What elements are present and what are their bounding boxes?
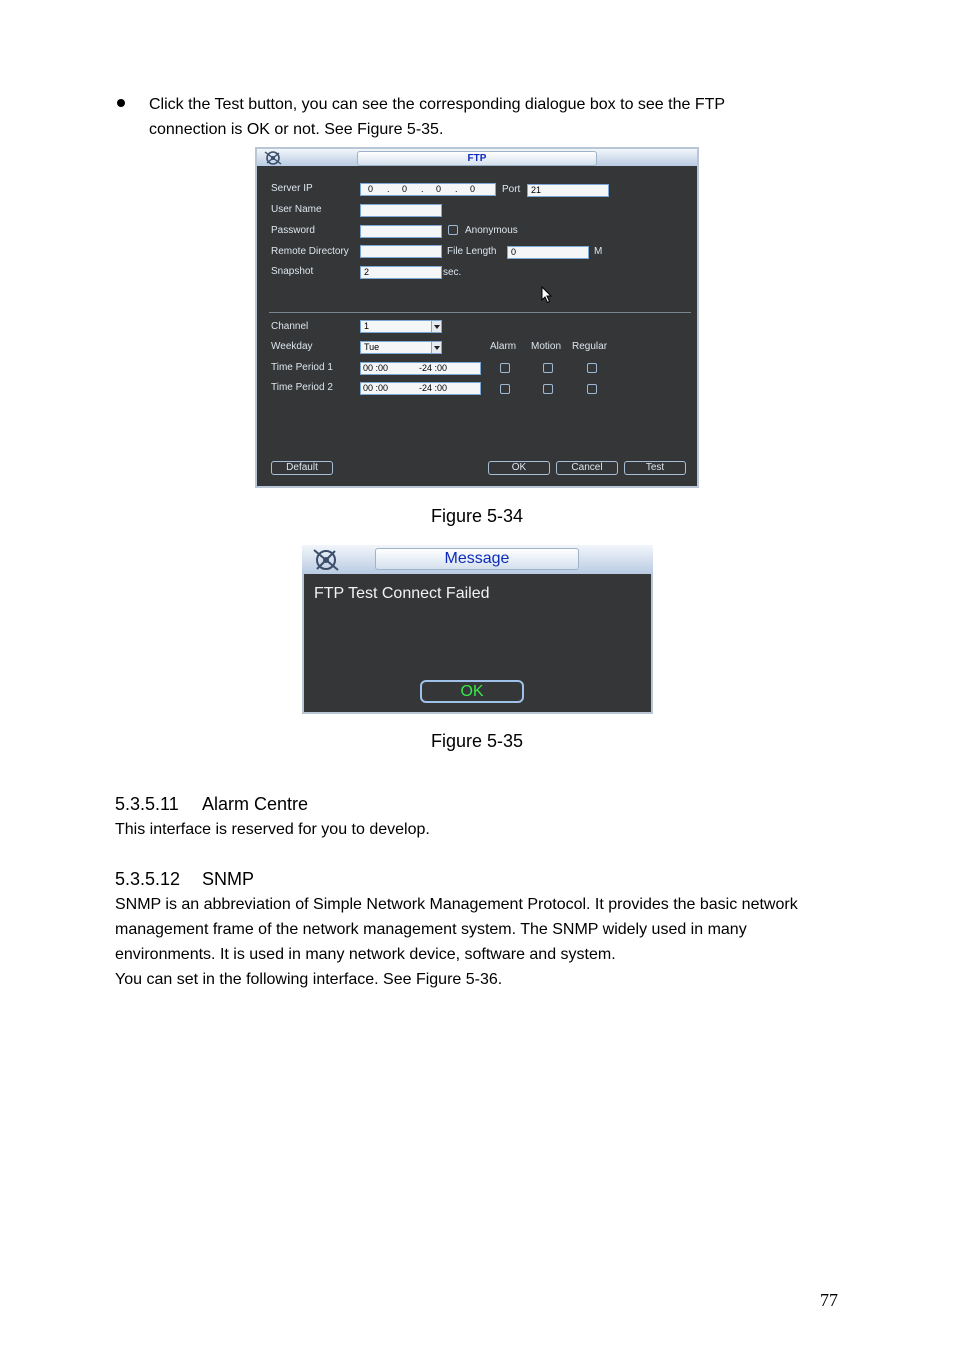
channel-label: Channel — [271, 321, 309, 332]
chevron-down-icon[interactable] — [431, 342, 441, 353]
snapshot-input[interactable]: 2 — [360, 266, 442, 279]
ip-dot-3: . — [455, 184, 458, 194]
time-period-1-start: 00 :00 — [363, 363, 389, 373]
message-text: FTP Test Connect Failed — [314, 585, 490, 602]
port-label: Port — [502, 184, 521, 195]
ftp-dialog-title: FTP — [357, 151, 597, 166]
motion-column-header: Motion — [531, 341, 562, 352]
weekday-select-value: Tue — [364, 342, 380, 352]
time-period-1-label: Time Period 1 — [271, 362, 333, 373]
user-name-label: User Name — [271, 204, 322, 215]
snapshot-label: Snapshot — [271, 266, 314, 277]
server-ip-input[interactable] — [360, 183, 496, 196]
tp1-regular-checkbox[interactable] — [587, 363, 597, 373]
snmp-body-line-1: SNMP is an abbreviation of Simple Network Management Protocol. It provides the basic network — [115, 896, 798, 913]
ftp-dialog — [255, 147, 699, 488]
time-period-2-label: Time Period 2 — [271, 382, 333, 393]
test-button[interactable]: Test — [624, 461, 686, 475]
message-dialog-title: Message — [375, 548, 579, 570]
alarm-centre-body: This interface is reserved for you to develop. — [115, 821, 430, 838]
time-period-2-end: -24 :00 — [419, 383, 448, 393]
time-period-1-end: -24 :00 — [419, 363, 448, 373]
message-ok-button[interactable]: OK — [420, 680, 524, 703]
weekday-select[interactable] — [360, 341, 442, 354]
ip-octet-1: 0 — [368, 184, 374, 194]
section-title-snmp: SNMP — [202, 869, 255, 889]
regular-column-header: Regular — [572, 341, 608, 352]
section-title-alarm: Alarm Centre — [202, 794, 309, 814]
ok-button[interactable]: OK — [488, 461, 550, 475]
intro-line-1: Click the Test button, you can see the corresponding dialogue box to see the FTP — [149, 96, 726, 113]
ftp-dialog-titlebar — [257, 149, 697, 166]
message-dialog — [302, 545, 653, 714]
ip-dot-1: . — [387, 184, 390, 194]
figure-5-34-caption: Figure 5-34 — [430, 506, 524, 526]
channel-select-value: 1 — [364, 321, 370, 331]
snmp-body-line-4: You can set in the following interface. See Figure 5-36. — [115, 971, 503, 988]
snapshot-unit: sec. — [443, 267, 462, 278]
app-logo-icon — [261, 149, 285, 166]
snmp-body-line-2: management frame of the network management system. The SNMP widely used in many — [115, 921, 747, 938]
figure-5-35-caption: Figure 5-35 — [430, 731, 524, 751]
bullet-dot — [117, 99, 125, 107]
section-number-alarm: 5.3.5.11 — [115, 794, 179, 814]
time-period-1-input[interactable] — [360, 362, 481, 375]
weekday-label: Weekday — [271, 341, 313, 352]
ip-octet-2: 0 — [402, 184, 408, 194]
default-button[interactable]: Default — [271, 461, 333, 475]
ip-octet-4: 0 — [470, 184, 476, 194]
chevron-down-icon[interactable] — [431, 321, 441, 332]
ip-octet-3: 0 — [436, 184, 442, 194]
tp2-alarm-checkbox[interactable] — [500, 384, 510, 394]
section-number-snmp: 5.3.5.12 — [115, 869, 181, 889]
cancel-button[interactable]: Cancel — [556, 461, 618, 475]
tp1-alarm-checkbox[interactable] — [500, 363, 510, 373]
password-label: Password — [271, 225, 315, 236]
tp2-regular-checkbox[interactable] — [587, 384, 597, 394]
time-period-2-start: 00 :00 — [363, 383, 389, 393]
mouse-cursor-icon — [541, 286, 553, 304]
user-name-input[interactable] — [360, 204, 442, 217]
message-dialog-body — [304, 574, 651, 712]
file-length-unit: M — [594, 246, 603, 257]
app-logo-icon — [310, 546, 342, 573]
port-input[interactable]: 21 — [527, 184, 609, 197]
page-number: 77 — [820, 1290, 838, 1310]
file-length-label: File Length — [447, 246, 497, 257]
anonymous-checkbox[interactable] — [448, 225, 458, 235]
server-ip-label: Server IP — [271, 183, 313, 194]
remote-directory-label: Remote Directory — [271, 246, 349, 257]
channel-select[interactable] — [360, 320, 442, 333]
file-length-input[interactable]: 0 — [507, 246, 589, 259]
time-period-2-input[interactable] — [360, 382, 481, 395]
section-divider — [269, 312, 691, 313]
ip-dot-2: . — [421, 184, 424, 194]
message-dialog-titlebar — [302, 545, 653, 574]
tp1-motion-checkbox[interactable] — [543, 363, 553, 373]
tp2-motion-checkbox[interactable] — [543, 384, 553, 394]
remote-directory-input[interactable] — [360, 245, 442, 258]
intro-line-2: connection is OK or not. See Figure 5-35. — [149, 121, 444, 138]
alarm-column-header: Alarm — [490, 341, 517, 352]
password-input[interactable] — [360, 225, 442, 238]
snmp-body-line-3: environments. It is used in many network device, software and system. — [115, 946, 616, 963]
anonymous-label: Anonymous — [465, 225, 518, 236]
